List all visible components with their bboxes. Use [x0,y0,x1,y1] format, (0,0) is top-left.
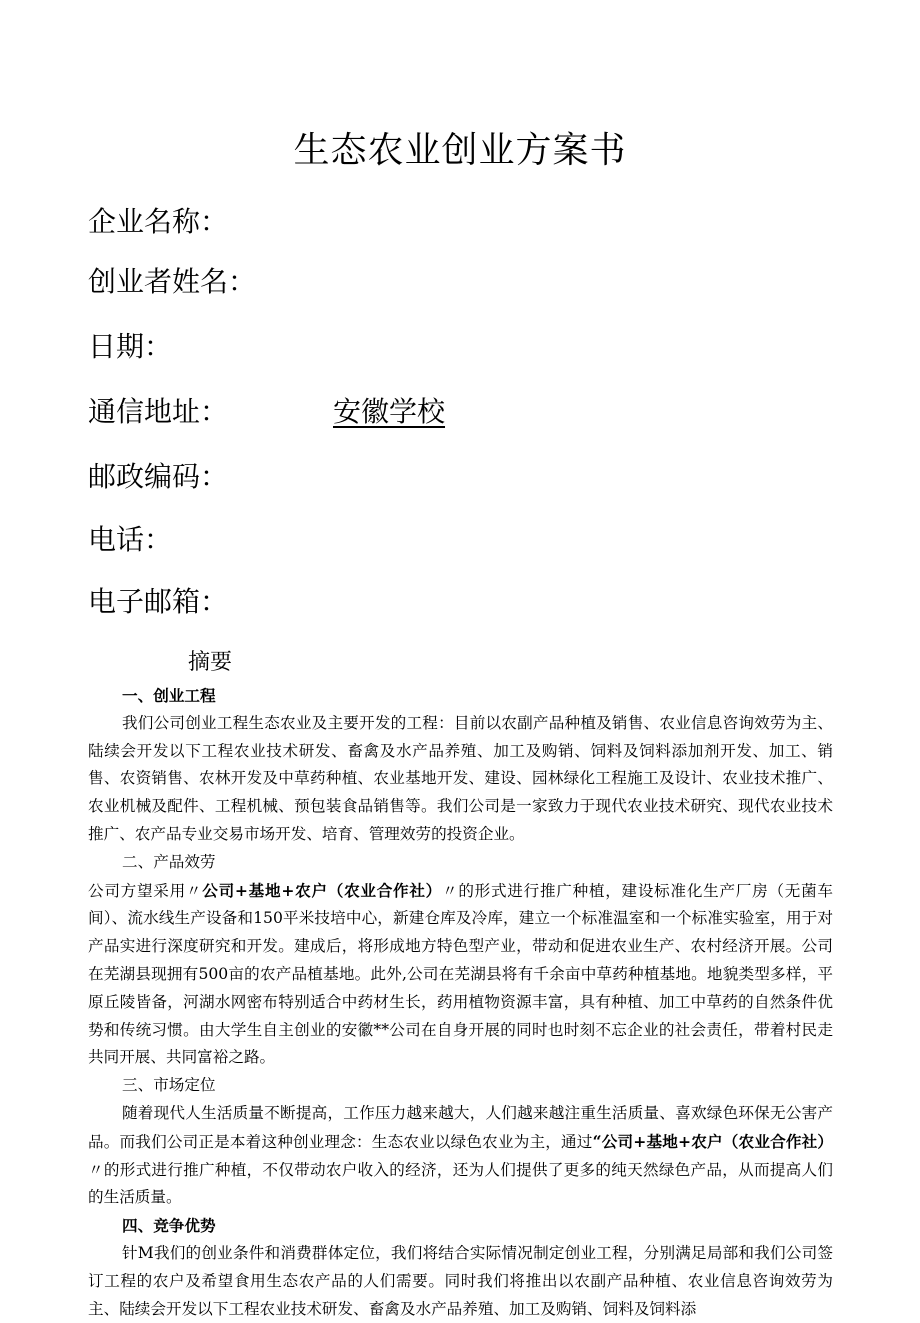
abstract-title: 摘要 [188,650,233,675]
field-label: 电子邮箱： [88,585,229,618]
section-heading: 三、市场定位 [122,1076,216,1095]
field-label: 创业者姓名： [88,265,257,298]
section-heading: 四、竞争优势 [122,1216,216,1236]
section-heading: 二、产品效劳 [122,852,216,871]
section-paragraph: 公司方望采用〃公司+基地+农户（农业合作社）〃的形式进行推广种植，建设标准化生产厂房（无菌车间）、流水线生产设备和150平米技培中心，新建仓库及冷库，建立一个标准温室和一个标准实验室，用于对产品实进行深度研究和开发。建成后，将形成地方特色型产业，带动和促进农业生产、农村经济开展。公司在芜湖县现拥有500亩的农产品植基地。此外,公司在芜湖县将有千余亩中草药种植基地。地貌类型多样，平原丘陵皆备，河湖水网密布特别适合中药材生长，药用植物资源丰富，具有种植、加工中草药的自然条件优势和传统习惯。由大学生自主创业的安徽**公司在自身开展的同时也时刻不忘企业的社会责任，带着村民走共同开展、共同富裕之路。 [88,880,833,1067]
postal-code-field [88,455,228,495]
company-name-field [88,200,228,240]
date-field [88,325,172,365]
address-value: 安徽学校 [333,395,446,428]
section-paragraph: 针M我们的创业条件和消费群体定位，我们将结合实际情况制定创业工程，分别满足局部和我们公司签订工程的农户及希望食用生态农产品的人们需要。同时我们将推出以农副产品种植、农业信息咨询效劳为主、陆续会开发以下工程农业技术研发、畜禽及水产品养殖、加工及购销、饲料及饲料添 [88,1243,833,1318]
section-paragraph: 我们公司创业工程生态农业及主要开发的工程：目前以农副产品种植及销售、农业信息咨询效劳为主、陆续会开发以下工程农业技术研发、畜禽及水产品养殖、加工及购销、饲料及饲料添加剂开发、加工、销售、农资销售、农林开发及中草药种植、农业基地开发、建设、园林绿化工程施工及设计、农业技术推广、农业机械及配件、工程机械、预包装食品销售等。我们公司是一家致力于现代农业技术研究、现代农业技术推广、农产品专业交易市场开发、培育、管理效劳的投资企业。 [88,713,833,843]
founder-name-field [88,260,256,300]
field-label: 电话： [88,523,173,556]
email-field [88,580,228,620]
phone-field [88,518,172,558]
document-title: 生态农业创业方案书 [293,130,627,171]
field-label: 邮政编码： [88,460,229,493]
section-heading: 一、创业工程 [122,686,216,705]
field-label: 企业名称： [88,205,229,238]
abstract-body [88,682,833,1323]
field-label: 通信地址： [88,395,229,428]
field-label: 日期： [88,330,173,363]
section-paragraph: 随着现代人生活质量不断提高，工作压力越来越大，人们越来越注重生活质量、喜欢绿色环保无公害产品。而我们公司正是本着这种创业理念：生态农业以绿色农业为主，通过“公司+基地+农户（农业合作社）〃的形式进行推广种植，不仅带动农户收入的经济，还为人们提供了更多的纯天然绿色产品，从而提高人们的生活质量。 [88,1103,833,1207]
address-field [88,390,446,430]
